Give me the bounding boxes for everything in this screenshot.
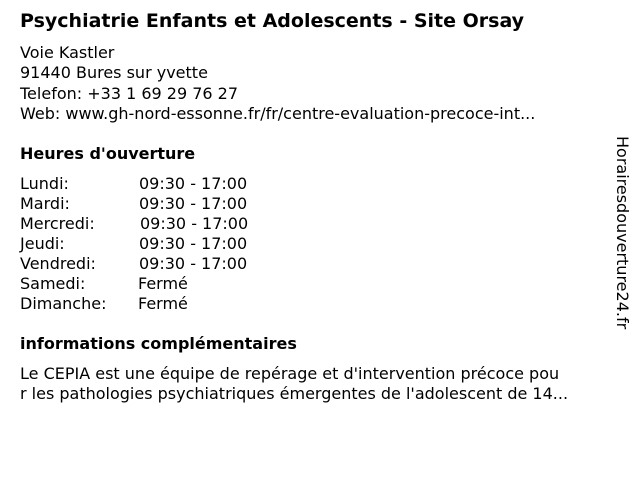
street-address: Voie Kastler: [20, 43, 115, 62]
city-address: 91440 Bures sur yvette: [20, 63, 208, 82]
hours-thursday: 09:30 - 17:00: [139, 234, 248, 253]
hours-tuesday: 09:30 - 17:00: [139, 194, 248, 213]
hours-wednesday: 09:30 - 17:00: [140, 214, 249, 233]
day-label-friday: Vendredi:: [20, 254, 96, 273]
hours-friday: 09:30 - 17:00: [139, 254, 248, 273]
day-label-wednesday: Mercredi:: [20, 214, 95, 233]
info-text-line-2: r les pathologies psychiatriques émergentes de l'adolescent de 14...: [20, 384, 569, 403]
day-label-thursday: Jeudi:: [20, 234, 65, 253]
hours-heading: Heures d'ouverture: [20, 144, 196, 163]
info-text-line-1: Le CEPIA est une équipe de repérage et d'intervention précoce pou: [20, 364, 560, 383]
day-label-sunday: Dimanche:: [20, 294, 107, 313]
phone-number: Telefon: +33 1 69 29 76 27: [20, 84, 239, 103]
website-link[interactable]: Web: www.gh-nord-essonne.fr/fr/centre-evaluation-precoce-int...: [20, 104, 536, 123]
info-heading: informations complémentaires: [20, 334, 297, 353]
day-label-monday: Lundi:: [20, 174, 69, 193]
site-watermark: Horairesdouverture24.fr: [613, 136, 632, 330]
page-title: Psychiatrie Enfants et Adolescents - Site Orsay: [20, 10, 525, 32]
hours-monday: 09:30 - 17:00: [139, 174, 248, 193]
day-label-saturday: Samedi:: [20, 274, 86, 293]
hours-saturday: Fermé: [138, 274, 188, 293]
hours-sunday: Fermé: [138, 294, 188, 313]
day-label-tuesday: Mardi:: [20, 194, 70, 213]
